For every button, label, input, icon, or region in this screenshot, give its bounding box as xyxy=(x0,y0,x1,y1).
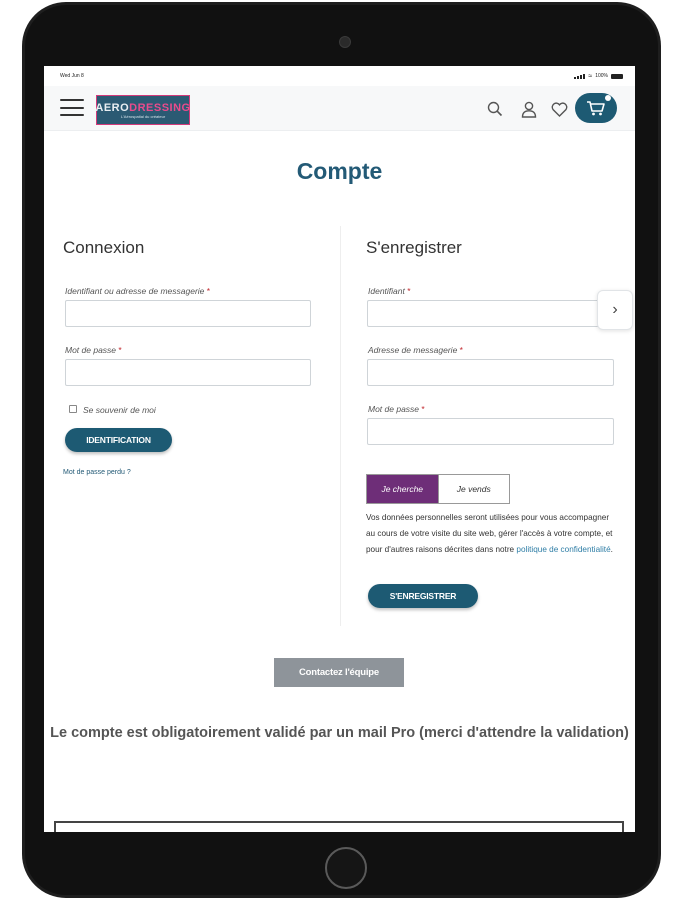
login-password-field[interactable] xyxy=(65,359,311,386)
camera-icon xyxy=(339,36,351,48)
signal-icon xyxy=(574,74,585,79)
status-time: Wed Jun 8 xyxy=(60,73,84,79)
login-button[interactable]: IDENTIFICATION xyxy=(65,428,172,452)
login-username-label: Identifiant ou adresse de messagerie * xyxy=(65,286,211,296)
chevron-right-icon[interactable]: › xyxy=(597,290,633,330)
register-username-field[interactable] xyxy=(367,300,614,327)
user-icon[interactable] xyxy=(519,99,539,119)
register-button[interactable]: S'ENREGISTRER xyxy=(368,584,478,608)
heart-icon[interactable] xyxy=(549,99,569,119)
logo-tagline: L'Aérospatial du créateur xyxy=(120,113,166,119)
status-indicators xyxy=(574,73,623,80)
wifi-icon: ≈ xyxy=(588,72,593,80)
contact-team-button[interactable]: Contactez l'équipe xyxy=(274,658,404,687)
battery-icon xyxy=(611,74,623,79)
footer-box xyxy=(54,821,624,832)
privacy-notice: Vos données personnelles seront utilisées pour vous accompagner au cours de votre visite du site web, gérer l'accès à votre compte, et pour d'autres raisons décrites dans notre politique de confidentialité. xyxy=(366,513,613,554)
site-logo[interactable] xyxy=(96,95,190,125)
remember-me-checkbox[interactable] xyxy=(69,405,77,413)
register-password-field[interactable] xyxy=(367,418,614,445)
battery-percent: 100% xyxy=(595,73,608,79)
login-username-field[interactable] xyxy=(65,300,311,327)
site-header xyxy=(44,86,635,131)
logo-wordmark: AERODRESSING xyxy=(95,101,191,114)
login-heading: Connexion xyxy=(63,238,145,257)
cart-badge xyxy=(605,95,611,101)
menu-icon[interactable] xyxy=(60,99,84,116)
cart-icon xyxy=(586,100,606,116)
validation-notice: Le compte est obligatoirement validé par un mail Pro (merci d'attendre la validation) xyxy=(50,725,629,741)
role-option-sell[interactable]: Je vends xyxy=(438,475,510,503)
register-username-label: Identifiant * xyxy=(368,286,411,296)
register-heading: S'enregistrer xyxy=(366,238,462,257)
page-title: Compte xyxy=(296,158,383,184)
search-icon[interactable] xyxy=(485,99,505,119)
cart-button[interactable] xyxy=(575,93,617,123)
role-toggle xyxy=(366,474,510,504)
status-bar xyxy=(44,66,635,86)
login-password-label: Mot de passe * xyxy=(65,345,122,355)
screen xyxy=(44,66,635,832)
register-password-label: Mot de passe * xyxy=(368,404,425,414)
remember-me-label: Se souvenir de moi xyxy=(83,405,156,415)
role-option-search[interactable]: Je cherche xyxy=(367,475,438,503)
column-divider xyxy=(340,226,341,626)
register-email-label: Adresse de messagerie * xyxy=(368,345,463,355)
home-button[interactable] xyxy=(325,847,367,889)
privacy-policy-link[interactable]: politique de confidentialité xyxy=(516,545,611,554)
lost-password-link[interactable]: Mot de passe perdu ? xyxy=(63,469,131,476)
register-email-field[interactable] xyxy=(367,359,614,386)
